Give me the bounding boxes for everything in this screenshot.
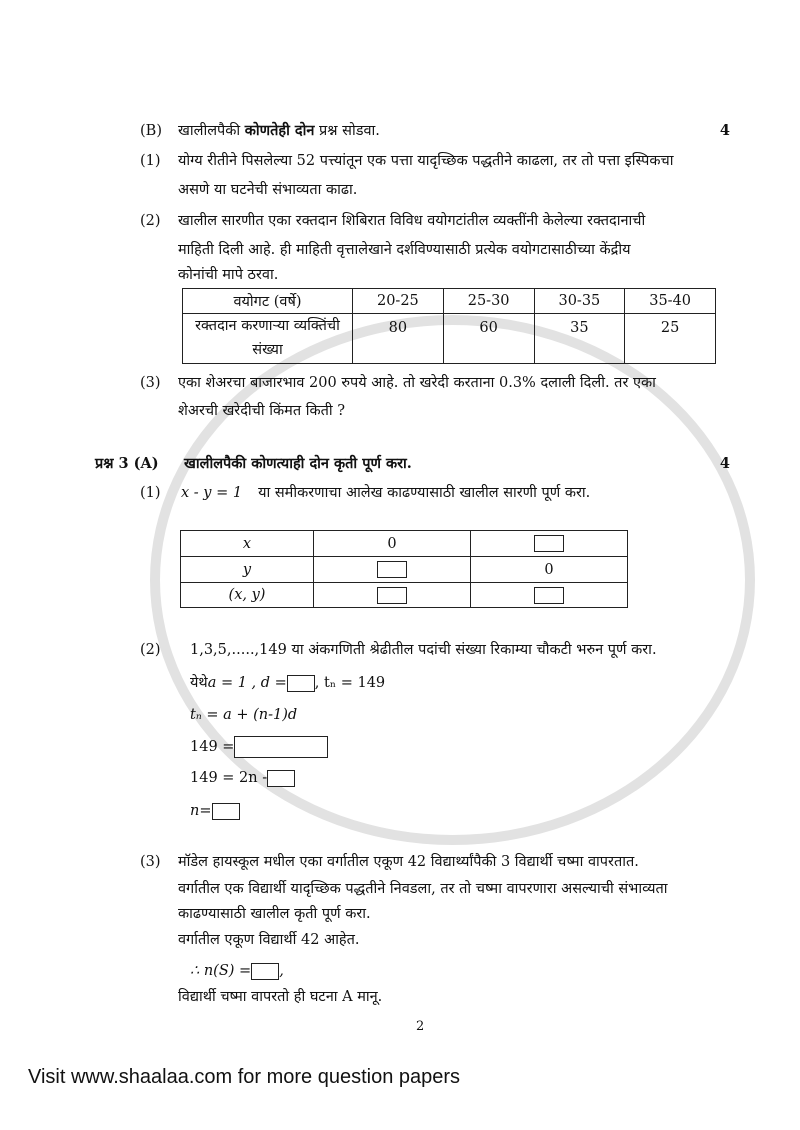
table-header: वयोगट (वर्षे)	[183, 289, 353, 314]
section-3a-label: प्रश्न 3 (A)	[95, 455, 159, 472]
step-text: येथे	[190, 675, 208, 691]
step-ns	[0, 962, 800, 980]
answer-box[interactable]	[234, 736, 328, 758]
question-text: 1,3,5,.....,149 या अंकगणिती श्रेढीतील पदांची संख्या रिकाम्या चौकटी भरुन पूर्ण करा.	[190, 642, 657, 658]
page-number-row	[0, 1018, 800, 1036]
question-text: योग्य रीतीने पिसलेल्या 52 पत्त्यांतून एक पत्ता यादृच्छिक पद्धतीने काढला, तर तो पत्ता इस्पिकचा	[178, 153, 674, 169]
table-cell	[471, 531, 628, 557]
step-2	[0, 706, 800, 724]
table-header: 35-40	[625, 289, 716, 314]
answer-box[interactable]	[377, 587, 407, 604]
section-3a-title: खालीलपैकी कोणत्याही दोन कृती पूर्ण करा.	[184, 455, 412, 472]
title-text: प्रश्न सोडवा.	[314, 123, 380, 139]
blood-donation-table	[182, 288, 716, 364]
question-row	[0, 880, 800, 898]
answer-box[interactable]	[267, 770, 295, 787]
table-header: 20-25	[353, 289, 444, 314]
page-number: 2	[416, 1019, 425, 1034]
question-text: मॉडेल हायस्कूल मधील एका वर्गातील एकूण 42 विद्यार्थ्यांपैकी 3 विद्यार्थी चष्मा वापरतात.	[178, 854, 639, 870]
table-header: 30-35	[534, 289, 625, 314]
question-number: (2)	[140, 213, 161, 229]
step-1	[0, 674, 800, 692]
question-row	[0, 988, 800, 1006]
table-cell: 80	[353, 314, 444, 364]
step-text: 149 = 2n -	[190, 770, 268, 786]
table-cell	[471, 583, 628, 608]
question-text: एका शेअरचा बाजारभाव 200 रुपये आहे. तो खरेदी करताना 0.3% दलाली दिली. तर एका	[178, 375, 656, 391]
table-row	[181, 583, 628, 608]
question-row	[0, 241, 800, 259]
table-row-label: रक्तदान करणाऱ्या व्यक्तिंची संख्या	[183, 314, 353, 364]
table-cell: 0	[314, 531, 471, 557]
answer-box[interactable]	[212, 803, 240, 820]
question-text: शेअरची खरेदीची किंमत किती ?	[178, 403, 345, 419]
question-row	[0, 374, 800, 392]
step-text: ∴ n(S) =	[190, 963, 252, 979]
equation: x - y = 1	[181, 485, 243, 501]
question-number: (2)	[140, 642, 161, 658]
marks: 4	[719, 455, 730, 472]
title-text: खालीलपैकी	[178, 123, 245, 139]
question-row	[0, 152, 800, 170]
step-text: , tₙ = 149	[314, 675, 386, 691]
answer-box[interactable]	[534, 535, 564, 552]
table-cell: 25	[625, 314, 716, 364]
step-3	[0, 736, 800, 758]
question-row	[0, 484, 800, 502]
question-text: विद्यार्थी चष्मा वापरतो ही घटना A मानू.	[178, 989, 383, 1005]
question-text: कोनांची मापे ठरवा.	[178, 267, 279, 283]
question-text: वर्गातील एकूण विद्यार्थी 42 आहेत.	[178, 932, 360, 948]
step-text: ,	[279, 963, 284, 979]
step-4	[0, 769, 800, 787]
table-row	[181, 557, 628, 583]
question-text: काढण्यासाठी खालील कृती पूर्ण करा.	[178, 906, 371, 922]
question-row	[0, 931, 800, 949]
table-row	[183, 314, 716, 364]
footer-link[interactable]: Visit www.shaalaa.com for more question papers	[28, 1066, 461, 1088]
question-number: (1)	[140, 153, 161, 169]
table-cell: 0	[471, 557, 628, 583]
question-text: वर्गातील एक विद्यार्थी यादृच्छिक पद्धतीने निवडला, तर तो चष्मा वापरणारा असल्याची संभाव्यता	[178, 881, 668, 897]
section-b-header	[0, 122, 800, 140]
table-row	[181, 531, 628, 557]
question-row	[0, 853, 800, 871]
question-text: माहिती दिली आहे. ही माहिती वृत्तालेखाने दर्शविण्यासाठी प्रत्येक वयोगटासाठीच्या केंद्रीय	[178, 242, 631, 258]
table-header: 25-30	[443, 289, 534, 314]
xy-table	[180, 530, 628, 608]
step-text: tₙ = a + (n-1)d	[190, 707, 298, 723]
table-cell: y	[181, 557, 314, 583]
answer-box[interactable]	[251, 963, 279, 980]
table-cell: 35	[534, 314, 625, 364]
question-text: खालील सारणीत एका रक्तदान शिबिरात विविध वयोगटांतील व्यक्तींनी केलेल्या रक्तदानाची	[178, 213, 646, 229]
answer-box[interactable]	[534, 587, 564, 604]
question-number: (3)	[140, 375, 161, 391]
answer-box[interactable]	[287, 675, 315, 692]
marks: 4	[719, 122, 730, 139]
question-row	[0, 181, 800, 199]
question-row	[0, 266, 800, 284]
step-text: a = 1 , d =	[207, 675, 287, 691]
table-cell: x	[181, 531, 314, 557]
question-text: या समीकरणाचा आलेख काढण्यासाठी खालील सारणी पूर्ण करा.	[258, 485, 591, 501]
question-row	[0, 905, 800, 923]
question-row	[0, 212, 800, 230]
answer-box[interactable]	[377, 561, 407, 578]
step-text: n=	[190, 803, 212, 819]
question-text: असणे या घटनेची संभाव्यता काढा.	[178, 182, 358, 198]
step-5	[0, 802, 800, 820]
question-number: (1)	[140, 485, 161, 501]
step-text: 149 =	[190, 739, 235, 755]
section-3a-header	[0, 455, 800, 473]
table-cell: (x, y)	[181, 583, 314, 608]
table-cell	[314, 557, 471, 583]
question-row	[0, 641, 800, 659]
section-b-title	[178, 122, 380, 140]
table-cell	[314, 583, 471, 608]
table-row	[183, 289, 716, 314]
section-b-label: (B)	[140, 123, 162, 139]
question-number: (3)	[140, 854, 161, 870]
title-bold: कोणतेही दोन	[244, 122, 315, 139]
question-row	[0, 402, 800, 420]
table-cell: 60	[443, 314, 534, 364]
